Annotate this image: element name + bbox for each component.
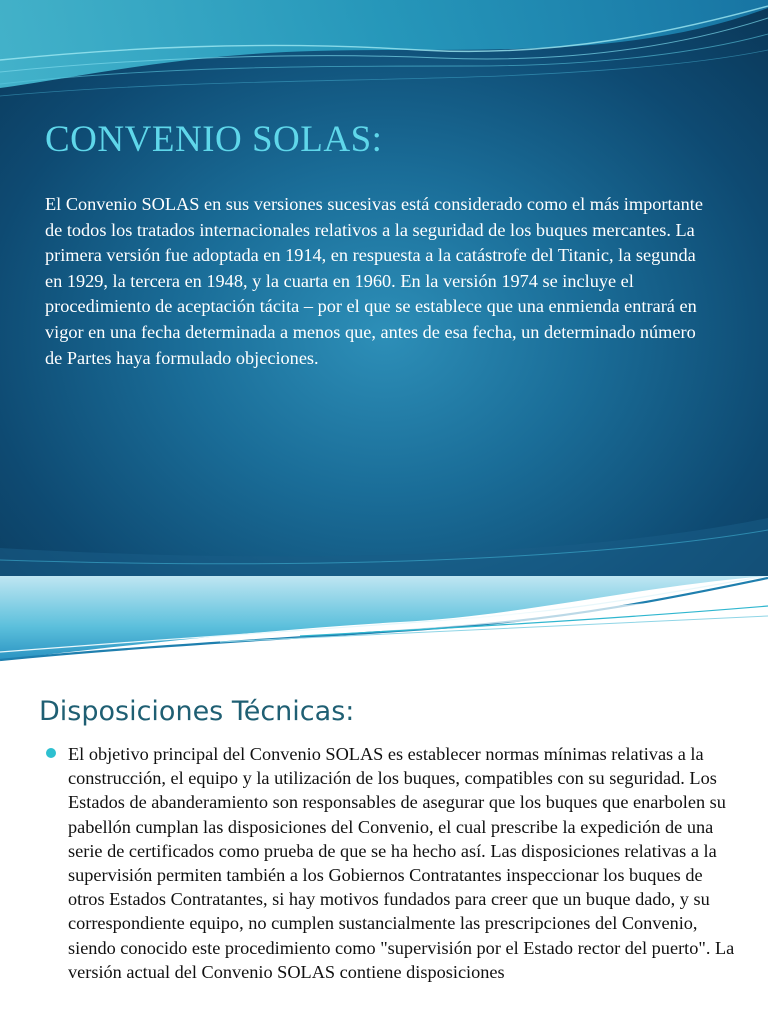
slide-1-title: CONVENIO SOLAS: xyxy=(45,119,383,160)
slide-1-body: El Convenio SOLAS en sus versiones sucesivas está considerado como el más importante de todos los tratados internacionales relativos a la seguridad de los buques mercantes. La primera versión fue adoptada en 1914, en respuesta a la catástrofe del Titanic, la segunda en 1929, la tercera en 1948, y la cuarta en 1960. En la versión 1974 se incluye el procedimiento de aceptación tácita – por el que se establece que una enmienda entrará en vigor en una fecha determinada a menos que, antes de esa fecha, un determinado número de Partes haya formulado objeciones. xyxy=(45,194,703,368)
bullet-text: El objetivo principal del Convenio SOLAS es establecer normas mínimas relativas a la construcción, el equipo y la utilización de los buques, compatibles con su seguridad. Los Estados de abanderamiento son responsables de asegurar que los buques que enarbolen su pabellón cumplan las disposiciones del Convenio, el cual prescribe la expedición de una serie de certificados como prueba de que se ha hecho así. Las disposiciones relativas a la supervisión permiten también a los Gobiernos Contratantes inspeccionar los buques de otros Estados Contratantes, si hay motivos fundados para creer que un buque dado, y su correspondiente equipo, no cumplen sustancialmente las prescripciones del Convenio, siendo conocido este procedimiento como "supervisión por el Estado rector del puerto". La versión actual del Convenio SOLAS contiene disposiciones xyxy=(68,744,735,982)
bullet-dot-icon xyxy=(46,748,56,758)
wave-decoration-header xyxy=(0,576,768,676)
slide-2 xyxy=(0,576,768,1024)
slide-2-title: Disposiciones Técnicas: xyxy=(39,696,355,727)
